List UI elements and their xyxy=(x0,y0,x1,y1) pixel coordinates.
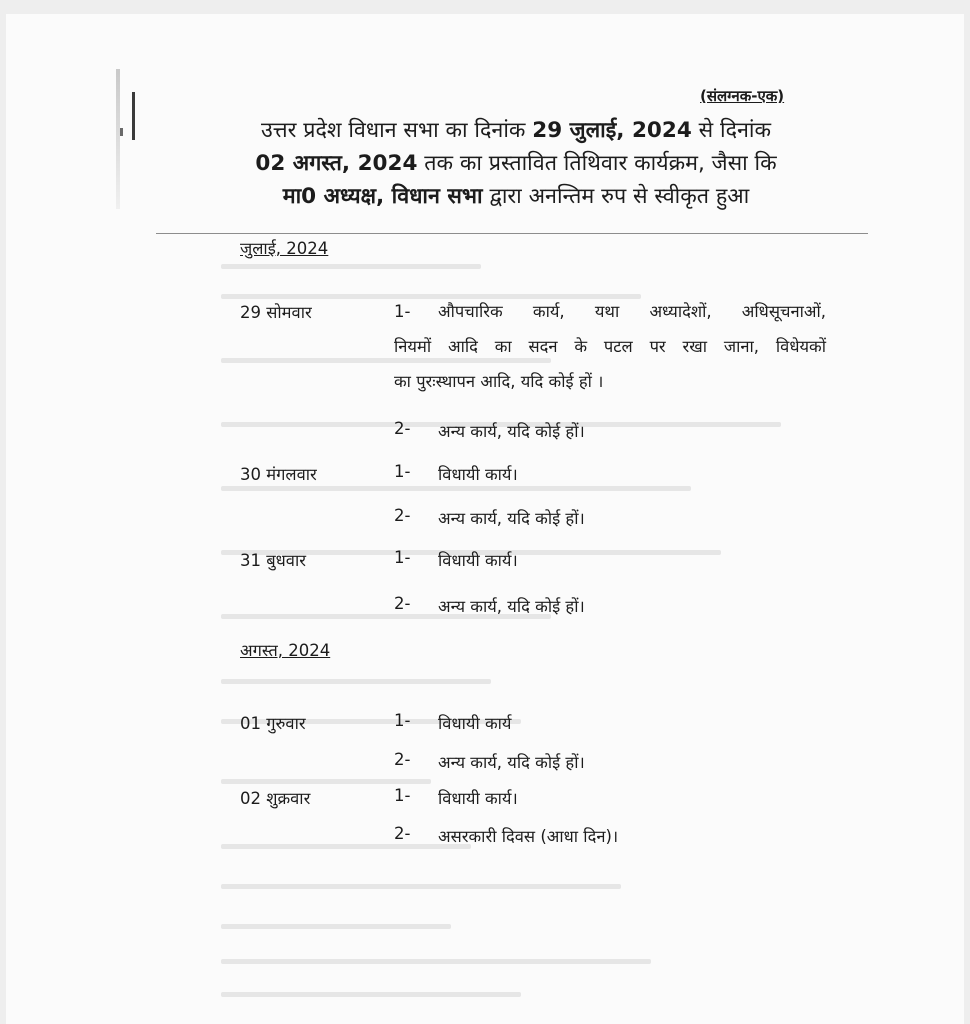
item-text: विधायी कार्य। xyxy=(438,789,518,808)
item-text: अन्य कार्य, यदि कोई हों। xyxy=(438,597,585,616)
annexure-label: (संलग्नक-एक) xyxy=(700,87,785,105)
day-label: 30 मंगलवार xyxy=(240,465,317,484)
item-number: 2- xyxy=(394,506,411,525)
scan-edge-shadow xyxy=(116,69,120,209)
item-text: असरकारी दिवस (आधा दिन)। xyxy=(438,827,619,846)
bleed-through-line xyxy=(221,924,451,929)
item-number: 1- xyxy=(394,548,411,567)
item-text-line: नियमों आदि का सदन के पटल पर रखा जाना, विधेयकों xyxy=(394,337,826,356)
scan-edge-mark xyxy=(132,92,135,140)
bleed-through-line xyxy=(221,959,651,964)
bleed-through-line xyxy=(221,884,621,889)
item-number: 1- xyxy=(394,462,411,481)
day-label: 02 शुक्रवार xyxy=(240,789,311,808)
title-line xyxy=(206,114,826,147)
month-heading: अगस्त, 2024 xyxy=(240,641,331,660)
title-speaker: मा0 अध्यक्ष, विधान सभा xyxy=(282,184,483,209)
item-text: विधायी कार्य xyxy=(438,714,512,733)
title-text: द्वारा अनन्तिम रुप से स्वीकृत हुआ xyxy=(482,184,750,209)
item-number: 2- xyxy=(394,824,411,843)
schedule-item xyxy=(394,294,826,399)
item-text-line: का पुरःस्थापन आदि, यदि कोई हों । xyxy=(394,372,604,391)
scan-edge-mark xyxy=(120,128,123,136)
item-number: 2- xyxy=(394,750,411,769)
item-text: अन्य कार्य, यदि कोई हों। xyxy=(438,509,585,528)
document-title xyxy=(206,114,826,213)
item-text-line: औपचारिक कार्य, यथा अध्यादेशों, अधिसूचनाओं, xyxy=(438,302,826,321)
item-number: 1- xyxy=(394,786,411,805)
title-text: उत्तर प्रदेश विधान सभा का दिनांक xyxy=(260,118,533,143)
day-label: 29 सोमवार xyxy=(240,303,312,322)
month-heading: जुलाई, 2024 xyxy=(240,239,329,258)
day-label: 01 गुरुवार xyxy=(240,714,306,733)
item-number: 1- xyxy=(394,711,411,730)
title-line xyxy=(206,180,826,213)
bleed-through-line xyxy=(221,844,471,849)
title-date-end: 02 अगस्त, 2024 xyxy=(255,151,418,176)
item-text: विधायी कार्य। xyxy=(438,551,518,570)
bleed-through-line xyxy=(221,779,431,784)
bleed-through-line xyxy=(221,486,691,491)
item-text: अन्य कार्य, यदि कोई हों। xyxy=(438,753,585,772)
item-text: अन्य कार्य, यदि कोई हों। xyxy=(438,422,585,441)
item-text: विधायी कार्य। xyxy=(438,465,518,484)
item-number: 2- xyxy=(394,419,411,438)
bleed-through-line xyxy=(221,264,481,269)
title-date-start: 29 जुलाई, 2024 xyxy=(532,118,692,143)
title-line xyxy=(206,147,826,180)
title-text: से दिनांक xyxy=(691,118,772,143)
schedule-item-text xyxy=(394,294,826,329)
divider xyxy=(156,233,868,234)
bleed-through-line xyxy=(221,679,491,684)
item-number: 2- xyxy=(394,594,411,613)
document-page xyxy=(6,14,964,1024)
item-number: 1- xyxy=(394,302,411,321)
title-text: तक का प्रस्तावित तिथिवार कार्यक्रम, जैसा कि xyxy=(417,151,777,176)
day-label: 31 बुधवार xyxy=(240,551,307,570)
bleed-through-line xyxy=(221,992,521,997)
